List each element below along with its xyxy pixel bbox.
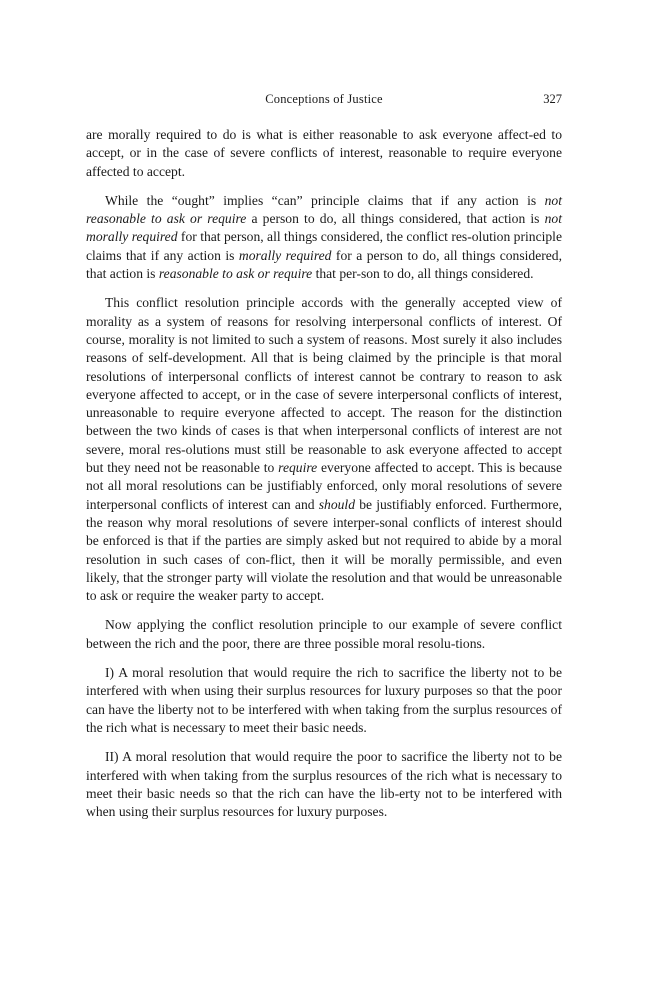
text-run: I) A moral resolution that would require the rich to sacrifice the liberty not to be interfered with when using their surplus resources for luxury purposes so that the poor can have the liberty not to be interfered with when taking from the surplus resources of the rich what is necessary to meet their basic needs. xyxy=(86,665,562,735)
paragraph xyxy=(86,748,562,821)
paragraph xyxy=(86,664,562,737)
book-page xyxy=(86,88,562,832)
paragraph xyxy=(86,192,562,283)
italic-text: should xyxy=(318,496,355,512)
text-run: While the “ought” implies “can” principle claims that if any action is xyxy=(105,192,545,208)
text-run: be justifiably enforced. Furthermore, the reason why moral resolutions of severe interper-sonal conflicts of interest should be enforced is that if the parties are simply asked but not required to abide by a moral resolution in such cases of con-flict, then it will be morally permissible, and even likely, that the stronger party will violate the resolution and that would be unreasonable to ask or require the weaker party to accept. xyxy=(86,496,562,604)
text-run: that per-son to do, all things considered. xyxy=(312,266,534,282)
italic-text: morally required xyxy=(238,247,332,263)
text-run: a person to do, all things considered, that action is xyxy=(246,211,545,227)
text-run: everyone affected to accept. This is because not all moral resolutions can be justifiably enforced, only moral resolutions of severe interpersonal conflicts of interest can and xyxy=(86,460,563,512)
text-run: are morally required to do is what is either reasonable to ask everyone affect-ed to accept, or in the case of severe conflicts of interest, reasonable to require everyone affected to accept. xyxy=(86,127,562,179)
paragraph xyxy=(86,294,562,605)
text-run: for that person, all things considered, the conflict res-olution principle claims that if any action is xyxy=(86,229,562,263)
page-number: 327 xyxy=(543,92,562,106)
running-head xyxy=(86,88,562,110)
italic-text: not reasonable to ask or require xyxy=(86,192,562,227)
running-title: Conceptions of Justice xyxy=(265,92,383,106)
text-run: Now applying the conflict resolution principle to our example of severe conflict between the rich and the poor, there are three possible moral resolu-tions. xyxy=(86,617,562,651)
text-run: for a person to do, all things considered, that action is xyxy=(86,247,562,282)
text-run: II) A moral resolution that would require the poor to sacrifice the liberty not to be interfered with when taking from the surplus resources of the rich what is necessary to meet their basic needs so that the rich can have the lib-erty not to be interfered with when using their surplus resources for luxury purposes. xyxy=(86,749,562,820)
italic-text: require xyxy=(278,460,318,476)
paragraph xyxy=(86,126,562,181)
text-run: This conflict resolution principle accords with the generally accepted view of morality as a system of reasons for resolving interpersonal conflicts of interest. Of course, morality is not limited to such a system of reasons. Most surely it also includes reasons of self-development. All that is being claimed by the principle is that moral resolutions of interpersonal conflicts of interest cannot be contrary to reason to ask everyone affected to accept, or in the case of severe interpersonal conflicts of interest, unreasonable to require everyone affected to accept. The reason for the distinction between the two kinds of cases is that when interpersonal conflicts of interest are not severe, moral res-olutions must still be reasonable to ask everyone affected to accept but they need not be reasonable to xyxy=(86,295,562,476)
italic-text: not morally required xyxy=(86,211,562,245)
paragraph xyxy=(86,616,562,653)
body-text xyxy=(86,126,562,821)
italic-text: reasonable to ask or require xyxy=(158,266,313,282)
